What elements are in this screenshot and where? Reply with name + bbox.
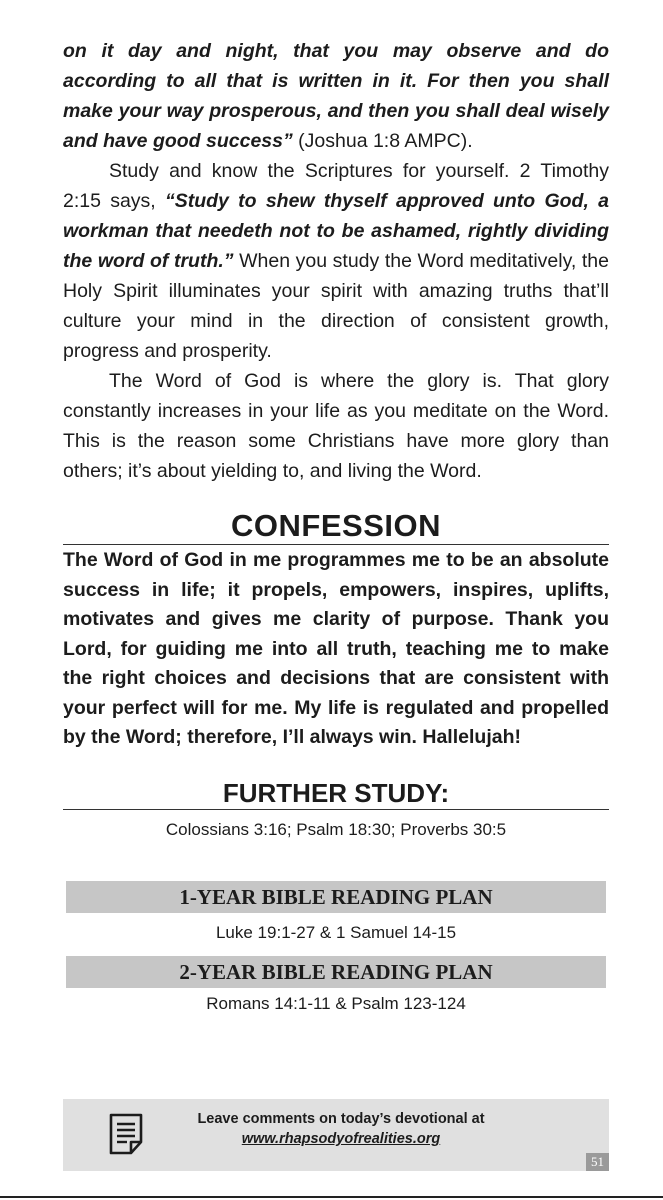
- confession-text: The Word of God in me programmes me to be an absolute success in life; it propels, empowers, inspires, uplifts, motivates and gives me clarity of purpose. Thank you Lord, for guiding me into all truth, teaching me to make the right choices and decisions that are consistent with your perfect will for me. My life is regulated and propelled by the Word; therefore, I’ll always win. Hallelujah!: [63, 549, 609, 748]
- paragraph-text: Study and know the Scriptures for yourself. 2 Timothy 2:15 says,: [63, 160, 609, 212]
- page-number: 51: [586, 1153, 609, 1171]
- footer-text: Leave comments on today’s devotional at: [197, 1111, 485, 1127]
- scripture-reference: (Joshua 1:8 AMPC).: [292, 130, 473, 152]
- one-year-plan-title: 1-YEAR BIBLE READING PLAN: [66, 881, 606, 913]
- paragraph-glory: The Word of God is where the glory is. That glory constantly increases in your life as you meditate on the Word. This is the reason some Christians have more glory than others; it’s about yielding to, and living the Word.: [63, 370, 609, 482]
- paragraph-text: When you study the Word meditatively, the Holy Spirit illuminates your spirit with amazing truths that’ll culture your mind in the direction of consistent growth, progress and prosperity.: [63, 250, 609, 362]
- confession-heading: CONFESSION: [63, 486, 609, 545]
- two-year-plan-reading: Romans 14:1-11 & Psalm 123-124: [206, 993, 466, 1013]
- further-study-heading: FURTHER STUDY:: [63, 777, 609, 810]
- comment-footer: [63, 1099, 609, 1171]
- document-icon: [107, 1112, 147, 1156]
- website-link[interactable]: www.rhapsodyofrealities.org: [241, 1131, 441, 1147]
- one-year-plan-reading: Luke 19:1-27 & 1 Samuel 14-15: [215, 922, 457, 942]
- paragraph-scripture: [63, 36, 609, 156]
- two-year-plan-title: 2-YEAR BIBLE READING PLAN: [66, 956, 606, 988]
- paragraph-study: [63, 156, 609, 366]
- footer-message: [173, 1109, 509, 1149]
- further-study-refs: Colossians 3:16; Psalm 18:30; Proverbs 30:5: [165, 819, 507, 839]
- scripture-quote: on it day and night, that you may observe and do according to all that is written in it. For then you shall make your way prosperous, and then you shall deal wisely and have good success”: [63, 40, 609, 152]
- devotional-page: [63, 36, 609, 1027]
- scripture-quote: “Study to shew thyself approved unto God, a workman that needeth not to be ashamed, rightly dividing the word of truth.”: [63, 190, 609, 272]
- bottom-divider: [0, 1196, 663, 1198]
